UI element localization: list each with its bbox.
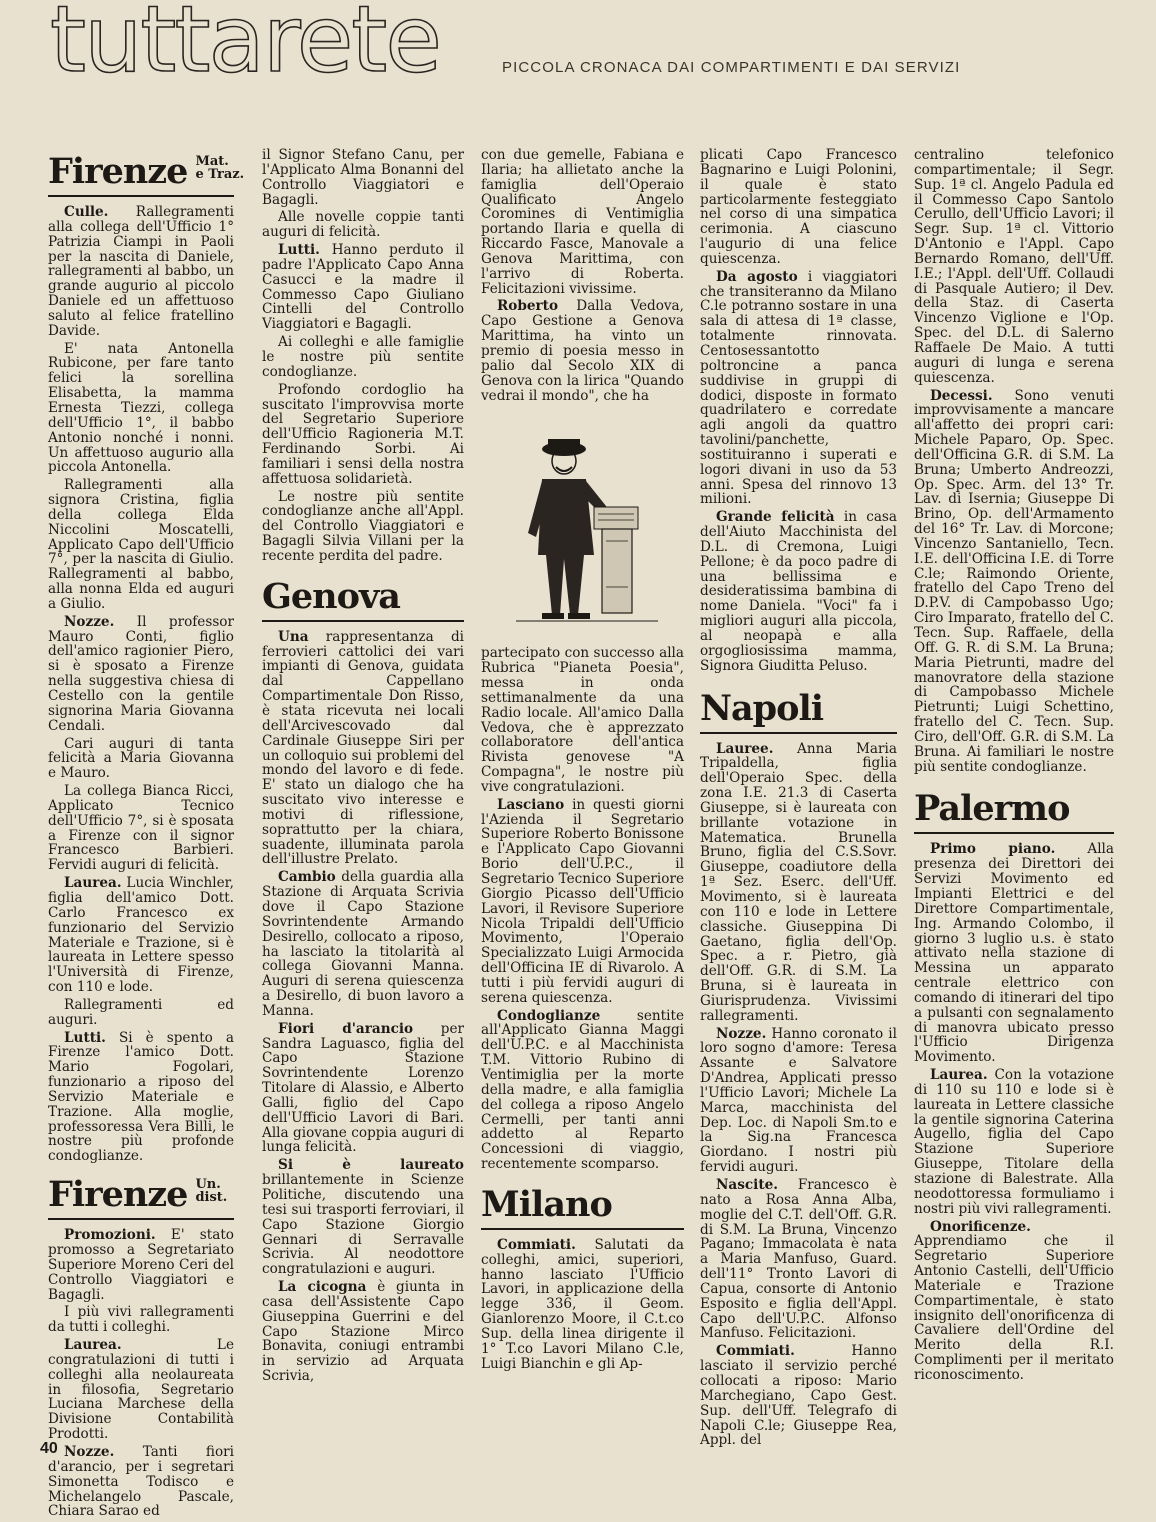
paragraph-text: Lucia Winchler, figlia dell'amico Dott. Carlo Francesco ex funzionario del Servizio Materiale e Trazione, si è laureata in Lettere spesso l'Università di Firenze, con 110 e lode. — [48, 875, 234, 996]
paragraph — [48, 205, 234, 339]
paragraph-text: Le nostre più sentite condoglianze anche all'Appl. del Controllo Viaggiatori e Bagagli Silvia Villani per la recente perdita del padre. — [262, 488, 464, 564]
paragraph — [481, 646, 684, 794]
paragraph-lead: La cicogna — [278, 1279, 367, 1296]
paragraph-lead: Nozze. — [64, 1443, 115, 1460]
paragraph-lead: Onorificenze. — [930, 1218, 1031, 1235]
paragraph-text: centralino telefonico compartimentale; il Segr. Sup. 1ª cl. Angelo Padula ed il Commesso Capo Santolo Cerullo, dell'Ufficio Lavori; il Segr. Sup. 1ª cl. Vittorio D'Antonio e l'Appl. Capo Bernardo Romano, dell'Uff. I.E.; l'Appl. dell'Uff. Collaudi di Pasquale Autiero; il Dev. della Staz. di Caserta Vincenzo Viglione e l'Op. Spec. del D.L. di Salerno Raffaele De Maio. A tutti auguri di lunga e serena quiescenza. — [914, 147, 1114, 386]
paragraph-text: partecipato con successo alla Rubrica "Pianeta Poesia", messa in onda settimanalmente da una Radio locale. All'amico Dalla Vedova, che è apprezzato collaboratore dell'antica Rivista genovese "A Compagna", le nostre più vive congratulazioni. — [481, 645, 684, 795]
paragraph — [481, 1238, 684, 1372]
paragraph — [262, 1158, 464, 1277]
column-5 — [914, 148, 1114, 1386]
paragraph — [48, 1228, 234, 1302]
paragraph-lead: Nozze. — [64, 613, 115, 630]
paragraph-lead: Laurea. — [64, 875, 122, 892]
article-genova-cont — [481, 148, 684, 403]
paragraph-lead: Da agosto — [716, 268, 798, 285]
city-name: Milano — [481, 1183, 612, 1225]
paragraph — [262, 630, 464, 868]
paragraph-lead: Lutti. — [64, 1029, 106, 1046]
paragraph — [914, 1068, 1114, 1216]
paragraph — [48, 478, 234, 612]
paragraph-text: il Signor Stefano Canu, per l'Applicato Alma Bonanni del Controllo Viaggiatori e Bagagli. — [262, 147, 464, 208]
paragraph-lead: Lasciano — [497, 796, 565, 813]
paragraph-text: E' stato promosso a Segretariato Superiore Moreno Ceri del Controllo Viaggiatori e Bagagli. — [48, 1227, 234, 1303]
paragraph-lead: Culle. — [64, 204, 109, 220]
paragraph-text: in casa dell'Aiuto Macchinista del D.L. di Cremona, Luigi Pellone; è da poco padre di una bellissima e desideratissima bambina di nome Daniela. "Voci" fa i migliori auguri alla piccola, al neopapà e alla orgogliosissima mamma, Signora Giuditta Peluso. — [700, 509, 898, 674]
paragraph-lead: Laurea. — [930, 1067, 988, 1084]
paragraph-text: Con la votazione di 110 su 110 e lode si è laureata in Lettere classiche la gentile signorina Caterina Augello, figlia del Capo Stazione Superiore Giuseppe, Titolare della stazione di Balestrate. Alla neodottoressa formuliamo i nostri più vivi rallegramenti. — [914, 1067, 1114, 1217]
paragraph-text: Rallegramenti ed auguri. — [48, 996, 234, 1028]
paragraph-text: Salutati da colleghi, amici, superiori, hanno lasciato l'Ufficio Lavori, in applicazione della legge 336, il Geom. Gianlorenzo Moore, il C.t.co Sup. della linea dirigente il 1° T.co Lavori Milano C.le, Luigi Bianchin e gli Ap- — [481, 1236, 684, 1372]
paragraph — [262, 1280, 464, 1384]
paragraph — [262, 1022, 464, 1156]
paragraph-lead: Fiori d'arancio — [278, 1020, 414, 1037]
paragraph — [914, 842, 1114, 1065]
article-napoli-cont — [914, 148, 1114, 774]
paragraph-lead: Lauree. — [716, 740, 774, 757]
paragraph — [48, 342, 234, 476]
paragraph-text: Profondo cordoglio ha suscitato l'improvvisa morte del Segretario Superiore dell'Ufficio Ragioneria M.T. Ferdinando Sorbi. Ai familiari i sensi della nostra affettuosa solidarietà. — [262, 381, 464, 487]
paragraph — [481, 299, 684, 403]
paragraph-text: Il professor Mauro Conti, figlio dell'amico ragionier Piero, si è sposato a Firenze nella suggestiva chiesa di Cestello con la gentile signorina Maria Giovanna Cendali. — [48, 613, 234, 734]
section-heading-firenze-un — [48, 1174, 234, 1220]
paragraph-lead: Roberto — [497, 298, 559, 315]
paragraph-text: Hanno lasciato il servizio perché collocati a riposo: Mario Marchegiano, Capo Gest. Sup. dell'Uff. Telegrafo di Napoli C.le; Giuseppe Rea, Appl. del — [700, 1343, 897, 1449]
article-genova — [262, 630, 464, 1384]
article-napoli — [700, 742, 897, 1449]
subtitle-line: dist. — [195, 1190, 228, 1206]
article-genova-cont-2 — [481, 646, 684, 1172]
paragraph-text: Le congratulazioni di tutti i colleghi alla neolaureata in filosofia, Segretario Luciana Marchese della Divisione Contabilità Prodotti. — [48, 1337, 234, 1443]
city-name: Firenze — [48, 1174, 188, 1216]
column-2 — [262, 148, 464, 1387]
paragraph — [48, 998, 234, 1028]
paragraph-text: brillantemente in Scienze Politiche, discutendo una tesi sui trasporti ferroviari, il Capo Stazione Giorgio Gennari di Serravalle Scrivia. Al neodottore congratulazioni e auguri. — [262, 1172, 464, 1278]
article-palermo — [914, 842, 1114, 1382]
paragraph-text: Alle novelle coppie tanti auguri di felicità. — [262, 209, 464, 241]
city-name: Firenze — [48, 151, 188, 192]
paragraph — [700, 510, 897, 673]
paragraph-text: Francesco è nato a Rosa Anna Alba, moglie del C.T. dell'Off. G.R. di S.M. La Bruna, Vincenzo Pagano; Immacolata è nata a Maria Manfuso, Guard. dell'11° Tronto Lavori di Capua, consorte di Antonio Esposito e figlia dell'Appl. Capo dell'U.P.C. Alfonso Manfuso. Felicitazioni. — [700, 1177, 897, 1342]
paragraph — [914, 1220, 1114, 1383]
section-heading-genova — [262, 576, 464, 622]
masthead-tagline: PICCOLA CRONACA DAI COMPARTIMENTI E DAI SERVIZI — [502, 59, 961, 76]
paragraph-lead: Laurea. — [64, 1337, 122, 1354]
paragraph-text: Cari auguri di tanta felicità a Maria Giovanna e Mauro. — [48, 735, 234, 782]
paragraph-text: I più vivi rallegramenti da tutti i colleghi. — [48, 1304, 234, 1336]
paragraph — [48, 615, 234, 734]
paragraph-text: Alla presenza dei Direttori dei Servizi Movimento ed Impianti Elettrici e del Direttore Compartimentale, Ing. Armando Colombo, il giorno 3 luglio u.s. è stato attivato nella stazione di Messina un apparato centrale elettrico con comando di itinerari del tipo a pulsanti con segnalamento di manovra ubicato presso l'Ufficio Dirigenza Movimento. — [914, 841, 1114, 1066]
paragraph — [700, 1027, 897, 1175]
article-milano-cont — [700, 148, 897, 674]
paragraph-text: Ai colleghi e alle famiglie le nostre più sentite condoglianze. — [262, 334, 464, 380]
paragraph — [48, 737, 234, 782]
city-name: Napoli — [700, 687, 824, 729]
page-number: 40 — [40, 1440, 58, 1457]
paragraph-lead: Nozze. — [716, 1025, 767, 1042]
column-1 — [48, 148, 245, 1522]
paragraph-lead: Grande felicità — [716, 509, 835, 526]
paragraph-text: sentite all'Applicato Gianna Maggi dell'U.P.C. e al Macchinista T.M. Vittorio Rubino di Ventimiglia per la morte della madre, e alla famiglia del collega a riposo Angelo Cermelli, per tanti anni addetto al Reparto Concessioni di viaggio, recentemente scomparso. — [481, 1007, 684, 1173]
article-firenze-un — [48, 1228, 234, 1519]
paragraph-text: Rallegramenti alla signora Cristina, figlia della collega Elda Niccolini Moscatelli, Applicato Capo dell'Ufficio 7°, per la nascita di Giulio. Rallegramenti al babbo, alla nonna Elda ed auguri a Giulio. — [48, 477, 234, 612]
paragraph — [914, 148, 1114, 386]
paragraph-lead: Condoglianze — [497, 1007, 601, 1024]
paragraph-text: plicati Capo Francesco Bagnarino e Luigi Polonini, il quale è stato particolarmente festeggiato nel corso di una simpatica cerimonia. A ciascuno l'augurio di una felice quiescenza. — [700, 147, 897, 267]
paragraph-lead: Lutti. — [278, 242, 320, 259]
paragraph-text: Hanno coronato il loro sogno d'amore: Teresa Assante e Salvatore D'Andrea, Applicati presso l'Ufficio Lavori; Michele La Marca, macchinista del Dep. Loc. di Napoli Sm.to e la Sig.na Francesca Giordano. I nostri più fervidi auguri. — [700, 1025, 897, 1176]
column-4 — [700, 148, 897, 1451]
paragraph — [48, 1031, 234, 1165]
paragraph-text: della guardia alla Stazione di Arquata Scrivia dove il Capo Stazione Sovrintendente Armando Desirello, collocato a riposo, ha lasciato la titolarità al collega Giovanni Manna. Auguri di serena quiescenza a Desirello, di buon lavoro a Manna. — [262, 869, 464, 1019]
paragraph — [48, 1338, 234, 1442]
paragraph — [48, 876, 234, 995]
subtitle-line: Mat. — [195, 154, 229, 169]
paragraph — [48, 784, 234, 873]
paragraph-text: Hanno perduto il padre l'Applicato Capo Anna Casucci e la madre il Commesso Capo Giuliano Cintelli del Controllo Viaggiatori e Bagagli. — [262, 242, 464, 333]
paragraph-lead: Una — [278, 628, 309, 645]
paragraph — [48, 1305, 234, 1335]
section-heading-milano — [481, 1184, 684, 1230]
paragraph-text: Anna Maria Tripaldella, figlia dell'Operaio Spec. della zona I.E. 21.3 di Caserta Giuseppe, si è laureata con brillante votazione in Matematica. Brunella Bruno, figlia del C.S.Sovr. Giuseppe, coadiutore della 1ª Sez. Eserc. dell'Uff. Movimento, si è laureata con 110 e lode in Lettere classiche. Giuseppina Di Gaetano, figlia dell'Op. Spec. a r. Pietro, già dell'Off. G.R. di S.M. La Bruna, si è laureata in Giurisprudenza. Vivissimi rallegramenti. — [700, 740, 897, 1024]
paragraph — [700, 1344, 897, 1448]
paragraph — [48, 1445, 234, 1519]
paragraph-lead: Decessi. — [930, 387, 993, 404]
section-heading-firenze-mat — [48, 151, 245, 197]
paragraph — [914, 389, 1114, 775]
section-heading-napoli — [700, 688, 897, 734]
city-name: Genova — [262, 575, 400, 617]
subtitle-line: Un. — [195, 1177, 221, 1193]
paragraph — [700, 270, 897, 508]
paragraph-text: è giunta in casa dell'Assistente Capo Giuseppina Guerrini e del Capo Stazione Mirco Bonavita, coniugi entrambi in servizio ad Arquata Scrivia, — [262, 1279, 464, 1385]
paragraph — [262, 335, 464, 380]
paragraph — [262, 243, 464, 332]
paragraph — [262, 870, 464, 1018]
paragraph-text: per Sandra Laguasco, figlia del Capo Stazione Sovrintendente Lorenzo Titolare di Alassio, e Alberto Galli, figlio del Capo dell'Ufficio Lavori di Bari. Alla giovane coppia auguri di lunga felicità. — [262, 1020, 464, 1156]
stationmaster-illustration — [498, 415, 668, 630]
paragraph — [481, 1009, 684, 1172]
paragraph-text: Sono venuti improvvisamente a mancare all'affetto dei propri cari: Michele Paparo, Op. Spec. dell'Officina G.R. di S.M. La Bruna; Umberto Andreozzi, Op. Spec. Arm. del 13° Tr. Lav. di Isernia; Giuseppe Di Brino, Op. dell'Armamento del 16° Tr. Lav. di Morcone; Vincenzo Santaniello, Tecn. I.E. dell'Officina I.E. di Torre C.le; Raimondo Oriente, fratello del Capo Treno del D.P.V. di Campobasso Ugo; Ciro Imparato, fratello del C. Tecn. Sup. Raffaele, della Off. G. R. di S.M. La Bruna; Maria Pietrunti, madre del manovratore della stazione di Campobasso Michele Pietrunti; Luigi Schettino, fratello del C. Tecn. Sup. Ciro, dell'Off. G.R. di S.M. La Bruna. Ai familiari le nostre più sentite condoglianze. — [914, 387, 1114, 775]
paragraph-text: Rallegramenti alla collega dell'Ufficio 1° Patrizia Ciampi in Paoli per la nascita di Daniele, rallegramenti al babbo, un grande augurio al piccolo Daniele ed un affettuoso saluto al felice fratellino Davide. — [48, 204, 234, 339]
paragraph — [262, 490, 464, 564]
paragraph-text: Dalla Vedova, Capo Gestione a Genova Marittima, ha vinto un premio di poesia messo in palio dal Secolo XIX di Genova con la lirica "Quando vedrai il mondo", che ha — [481, 298, 684, 404]
paragraph — [262, 210, 464, 240]
article-firenze-mat — [48, 205, 234, 1164]
section-heading-palermo — [914, 788, 1114, 834]
paragraph-text: con due gemelle, Fabiana e Ilaria; ha allietato anche la famiglia dell'Operaio Qualificato Angelo Coromines di Ventimiglia portando Ilaria e quella di Riccardo Fasce, Manovale a Genova Marittima, con l'arrivo di Roberta. Felicitazioni vivissime. — [481, 147, 684, 297]
paragraph-text: Apprendiamo che il Segretario Superiore Antonio Castelli, dell'Ufficio Materiale e Trazione Compartimentale, è stato insignito dell'onorificenza di Cavaliere dell'Ordine del Merito della R.I. Complimenti per il meritato riconoscimento. — [914, 1233, 1114, 1383]
paragraph — [700, 742, 897, 1024]
paragraph-lead: Cambio — [278, 869, 336, 886]
paragraph — [262, 383, 464, 487]
paragraph-lead: Commiati. — [497, 1236, 576, 1253]
paragraph-text: La collega Bianca Ricci, Applicato Tecnico dell'Ufficio 7°, si è sposata a Firenze con il signor Francesco Barbieri. Fervidi auguri di felicità. — [48, 783, 234, 874]
paragraph-text: in questi giorni l'Azienda il Segretario Superiore Roberto Bonissone e l'Applicato Capo Giovanni Borio dell'U.P.C., il Segretario Tecnico Superiore Giorgio Picasso dell'Ufficio Lavori, il Revisore Superiore Nicola Tripaldi dell'Ufficio Movimento, l'Operaio Specializzato Luigi Armocida dell'Officina IE di Rivarolo. A tutti i più fervidi auguri di serena quiescenza. — [481, 796, 684, 1006]
paragraph-text: i viaggiatori che transiteranno da Milano C.le potranno sostare in una sala di attesa di 1ª classe, totalmente rinnovata. Centosessantotto poltroncine a panca suddivise in gruppi di dodici, disposte in formato quadrilatero e corredate agli angoli da quattro tavolini/panchette, sostituiranno i superati e logori divani in uso da 53 anni. Spesa del rinnovo 13 milioni. — [700, 268, 897, 508]
masthead — [50, 0, 1130, 94]
masthead-logo: tuttarete — [50, 0, 440, 93]
paragraph-lead: Si è laureato — [278, 1157, 464, 1174]
paragraph-lead: Primo piano. — [930, 841, 1056, 858]
city-name: Palermo — [914, 788, 1070, 830]
paragraph-lead: Promozioni. — [64, 1227, 156, 1244]
paragraph — [700, 1178, 897, 1341]
article-milano — [481, 1238, 684, 1372]
paragraph — [481, 148, 684, 296]
paragraph-text: Si è spento a Firenze l'amico Dott. Mario Fogolari, funzionario a riposo del Servizio Materiale e Trazione. Alla moglie, professoressa Vera Billi, le nostre più profonde condoglianze. — [48, 1029, 234, 1165]
paragraph — [481, 798, 684, 1006]
paragraph — [262, 148, 464, 207]
city-subtitle — [195, 155, 244, 181]
paragraph-text: Tanti fiori d'arancio, per i segretari Simonetta Todisco e Michelangelo Pascale, Chiara Sarao ed — [48, 1443, 234, 1520]
column-3 — [481, 148, 684, 1374]
paragraph-text: rappresentanza di ferrovieri cattolici dei vari impianti di Genova, guidata dal Cappellano Compartimentale Don Risso, è stata ricevuta nei locali dell'Arcivescovado dal Cardinale Giuseppe Siri per un colloquio sui problemi del mondo del lavoro e di fede. E' stato un dialogo che ha suscitato vivo interesse e motivi di riflessione, soprattutto per la chiara, suadente, illuminata parola dell'illustre Prelato. — [262, 628, 464, 868]
city-subtitle — [195, 1178, 227, 1204]
article-firenze-un-cont — [262, 148, 464, 564]
paragraph-lead: Commiati. — [716, 1343, 795, 1360]
paragraph — [700, 148, 897, 267]
paragraph-lead: Nascite. — [716, 1177, 778, 1193]
subtitle-line: e Traz. — [195, 167, 245, 182]
paragraph-text: E' nata Antonella Rubicone, per fare tanto felici la sorellina Elisabetta, la mamma Ernesta Tiezzi, collega dell'Ufficio 1°, il babbo Antonio nonché i nonni. Un affettuoso augurio alla piccola Antonella. — [48, 340, 234, 476]
